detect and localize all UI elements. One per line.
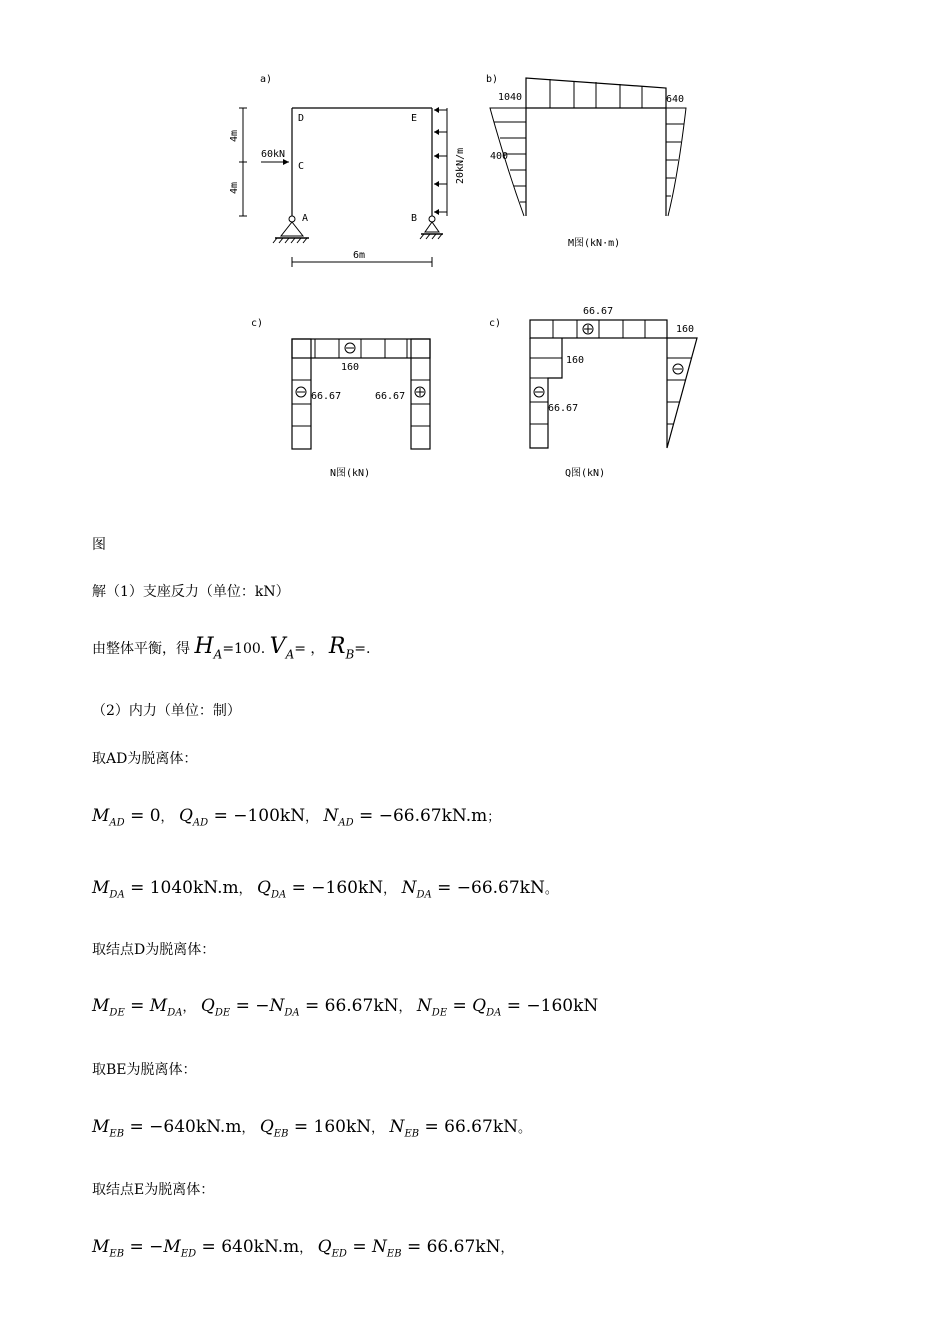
moment-1040-label: 1040 xyxy=(498,92,523,103)
moment-400-label: 400 xyxy=(490,151,509,162)
figure-b-moment-diagram xyxy=(482,66,702,256)
node-d-label: D xyxy=(298,113,305,124)
equation-be-1: $M_{EB} = -640kN.m$， $Q_{EB} = 160kN$， $N_{EB} = 66.67kN$。 xyxy=(92,1117,532,1140)
node-b-label: B xyxy=(411,213,418,224)
shear-160-inner-label: 160 xyxy=(566,355,585,366)
axial-right-label: 66.67 xyxy=(375,391,406,402)
solution-step-1: 解（1）支座反力（单位：kN） xyxy=(92,584,290,600)
panel-q-label: c) xyxy=(489,318,502,329)
moment-640-label: 640 xyxy=(666,94,685,105)
node-e-label: E xyxy=(411,113,418,124)
va-value: = ， xyxy=(294,641,325,657)
figure-label: 图 xyxy=(92,537,106,553)
node-c-label: C xyxy=(298,161,305,172)
dim-width-label: 6m xyxy=(353,250,366,261)
shear-caption: Q图(kN) xyxy=(565,468,606,479)
symbol-ha: $H_A$ xyxy=(194,634,223,662)
shear-66-label: 66.67 xyxy=(548,403,579,414)
figure-a-frame-loading xyxy=(225,66,470,276)
shear-160-right-label: 160 xyxy=(676,324,695,335)
take-be-heading: 取BE为脱离体： xyxy=(92,1062,197,1078)
rb-value: =. xyxy=(354,641,371,657)
axial-caption: N图(kN) xyxy=(330,468,371,479)
figure-c-axial-diagram xyxy=(245,310,455,485)
take-ad-heading: 取AD为脱离体： xyxy=(92,751,198,767)
shear-top-label: 66.67 xyxy=(583,306,614,317)
moment-caption: M图(kN·m) xyxy=(568,238,621,249)
panel-b-label: b) xyxy=(486,74,499,85)
reactions-line xyxy=(92,634,371,663)
symbol-va: $V_A$ xyxy=(269,634,295,662)
equation-d-1: $M_{DE} = M_{DA}$， $Q_{DE} = -N_{DA} = 66.67kN$， $N_{DE} = Q_{DA} = -160kN$ xyxy=(92,996,599,1019)
equation-ad-2: $M_{DA} = 1040kN.m$， $Q_{DA} = -160kN$， $N_{DA} = -66.67kN$。 xyxy=(92,878,558,901)
equation-e-1: $M_{EB} = -M_{ED} = 640kN.m$， $Q_{ED} = N_{EB} = 66.67kN$， xyxy=(92,1237,514,1260)
panel-a-label: a) xyxy=(260,74,273,85)
point-load-label: 60kN xyxy=(261,149,286,160)
node-a-label: A xyxy=(302,213,309,224)
reactions-prefix: 由整体平衡，得 xyxy=(92,641,190,657)
ha-value: =100. xyxy=(222,641,266,657)
symbol-rb: $R_B$ xyxy=(328,634,355,662)
dim-bottom-label: 4m xyxy=(229,181,240,194)
take-e-heading: 取结点E为脱离体： xyxy=(92,1182,215,1198)
dim-top-label: 4m xyxy=(229,129,240,142)
equation-ad-1: $M_{AD} = 0$， $Q_{AD} = -100kN$， $N_{AD} = -66.67kN.m$； xyxy=(92,806,501,829)
dist-load-label: 20kN/m xyxy=(455,147,466,184)
solution-step-2: （2）内力（单位：制） xyxy=(92,703,241,719)
panel-n-label: c) xyxy=(251,318,264,329)
figure-c-shear-diagram xyxy=(485,300,705,485)
take-d-heading: 取结点D为脱离体： xyxy=(92,942,216,958)
axial-160-label: 160 xyxy=(341,362,360,373)
axial-left-label: 66.67 xyxy=(311,391,342,402)
